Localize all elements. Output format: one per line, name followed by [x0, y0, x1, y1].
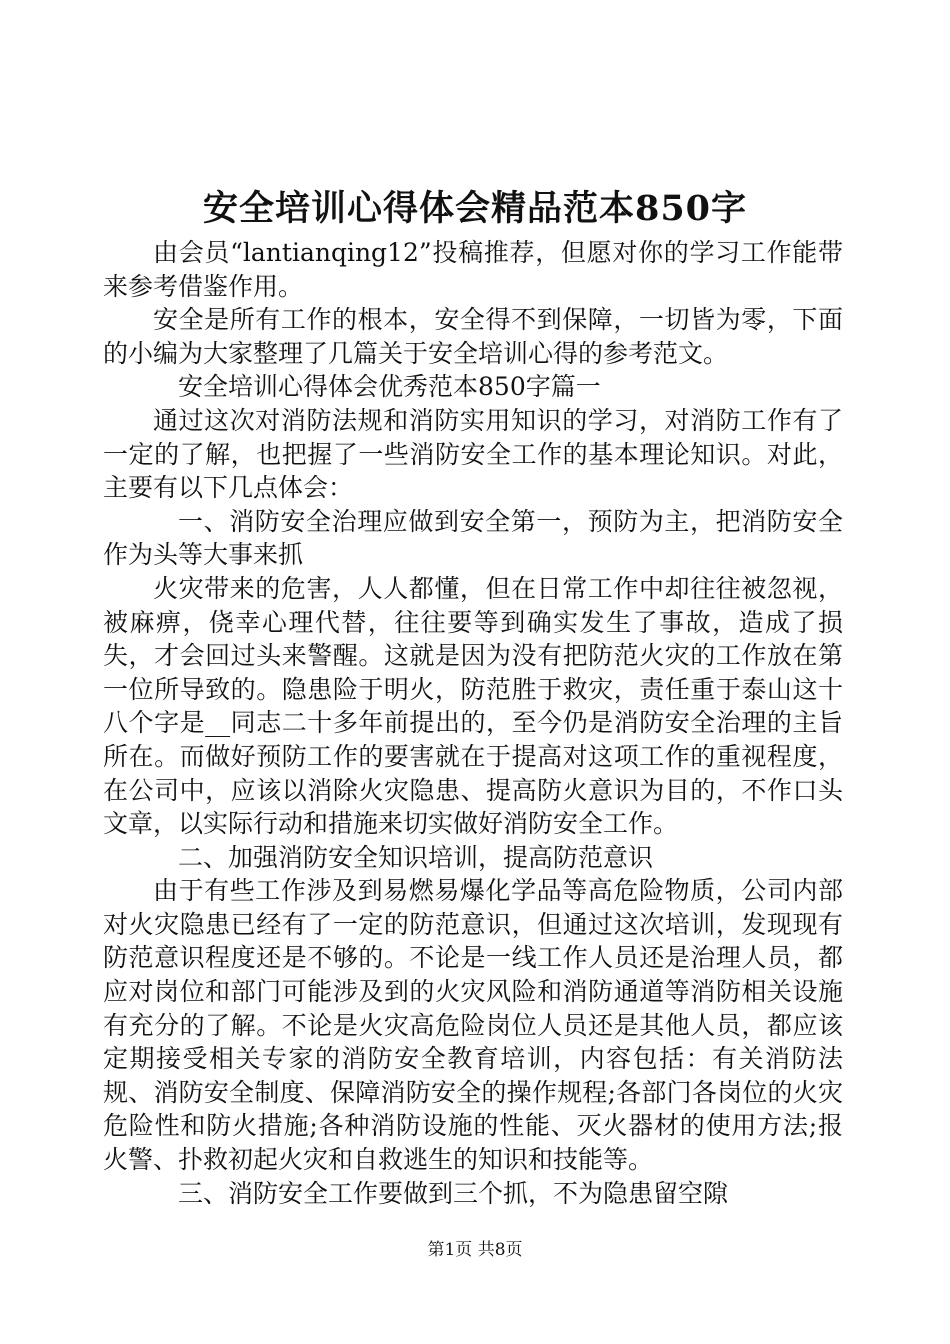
page-footer: 第1页 共8页: [427, 1240, 523, 1260]
paragraph-summary: 安全是所有工作的根本，安全得不到保障，一切皆为零，下面的小编为大家整理了几篇关于安全培训心得的参考范文。: [103, 305, 843, 368]
paragraph-body: 由于有些工作涉及到易燃易爆化学品等高危险物质，公司内部对火灾隐患已经有了一定的防范意识，但通过这次培训，发现现有防范意识程度还是不够的。不论是一线工作人员还是治理人员，都应对岗位和部门可能涉及到的火灾风险和消防通道等消防相关设施有充分的了解。不论是火灾高危险岗位人员还是其他人员，都应该定期接受相关专家的消防安全教育培训，内容包括：有关消防法规、消防安全制度、保障消防安全的操作规程;各部门各岗位的火灾危险性和防火措施;各种消防设施的性能、灭火器材的使用方法;报火警、扑救初起火灾和自救逃生的知识和技能等。: [103, 876, 843, 1175]
paragraph-intro: 由会员“lantianqing12”投稿推荐，但愿对你的学习工作能带来参考借鉴作用。: [103, 238, 843, 301]
paragraph-body: 火灾带来的危害，人人都懂，但在日常工作中却往往被忽视，被麻痹，侥幸心理代替，往往要等到确实发生了事故，造成了损失，才会回过头来警醒。这就是因为没有把防范火灾的工作放在第一位所导致的。隐患险于明火，防范胜于救灾，责任重于泰山这十八个字是__同志二十多年前提出的，至今仍是消防安全治理的主旨所在。而做好预防工作的要害就在于提高对这项工作的重视程度，在公司中，应该以消除火灾隐患、提高防火意识为目的，不作口头文章，以实际行动和措施来切实做好消防安全工作。: [103, 573, 843, 839]
document-title: 安全培训心得体会精品范本850字: [202, 188, 748, 229]
section-heading-part-one: 安全培训心得体会优秀范本850字篇一: [178, 372, 601, 402]
point-heading-three: 三、消防安全工作要做到三个抓，不为隐患留空隙: [178, 1178, 729, 1208]
document-body: [103, 236, 843, 1210]
point-heading-one: 一、消防安全治理应做到安全第一，预防为主，把消防安全作为头等大事来抓: [103, 506, 843, 570]
point-heading-two: 二、加强消防安全知识培训，提高防范意识: [178, 842, 654, 872]
paragraph-body: 通过这次对消防法规和消防实用知识的学习，对消防工作有了一定的了解，也把握了一些消防安全工作的基本理论知识。对此，主要有以下几点体会：: [103, 405, 843, 503]
